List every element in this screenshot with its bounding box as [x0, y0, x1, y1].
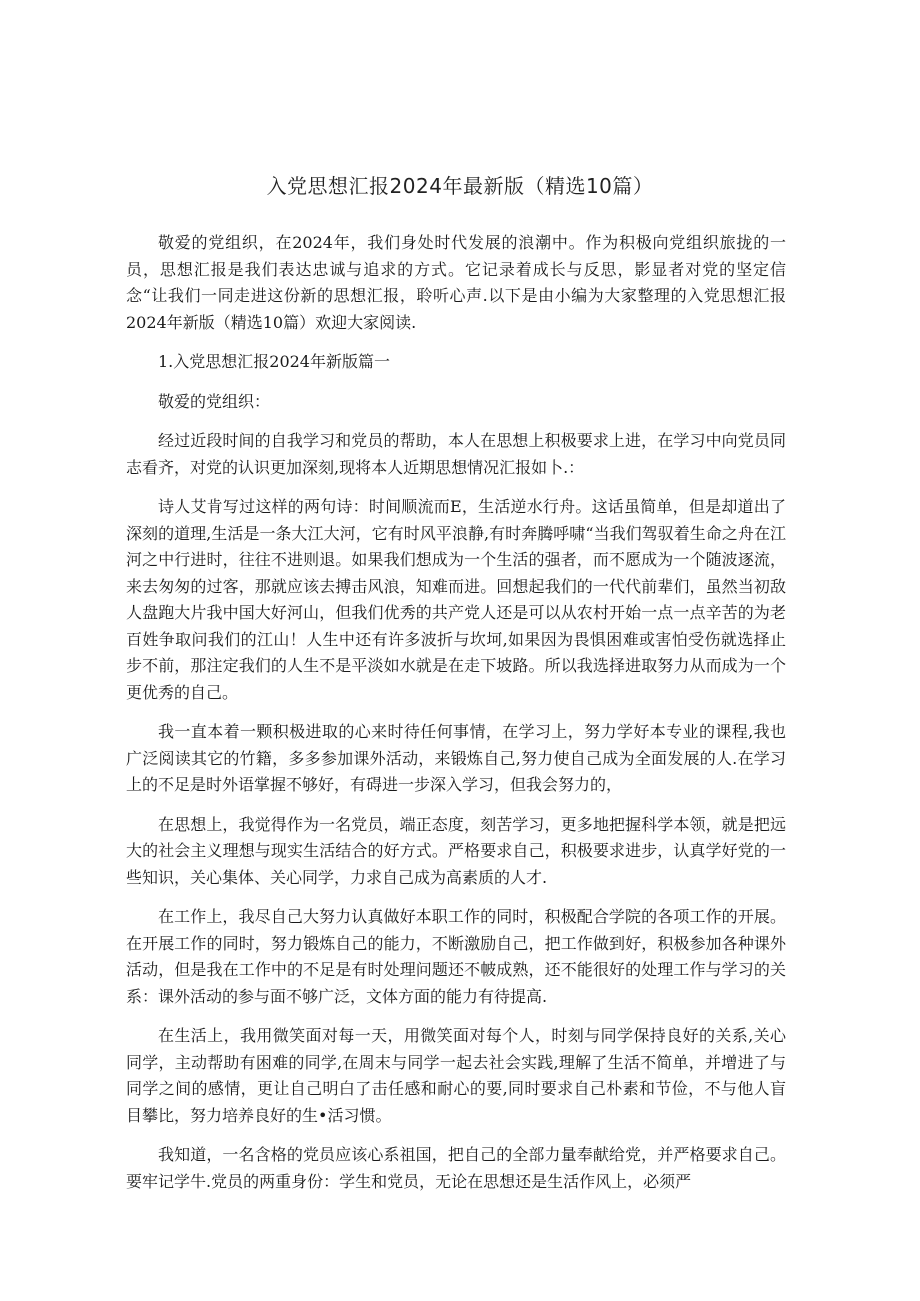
- salutation: 敬爱的党组织：: [158, 391, 271, 411]
- body-paragraph: 在工作上，我尽自己大努力认真做好本职工作的同时，积极配合学院的各项工作的开展。在开展工作的同时，努力锻炼自己的能力，不断激励自己，把工作做到好，积极参加各种课外活动，但是我在工作中的不足是有时处理问题还不帔成熟，还不能很好的处理工作与学习的关系：课外活动的参与面不够广泛，文体方面的能力有待提高.: [126, 907, 786, 1006]
- document-body: [126, 230, 786, 1208]
- body-paragraph: 诗人艾肯写过这样的两句诗：时间顺流而E，生活逆水行舟。这话虽简单，但是却道出了深刻的道理,生活是一条大江大河，它有时风平浪静,有时奔腾呼啸“当我们驾驭着生命之舟在江河之中行进时，往往不进则退。如果我们想成为一个生活的强者，而不愿成为一个随波逐流，来去匆匆的过客，那就应该去搏击风浪，知难而进。回想起我们的一代代前辈们，虽然当初敌人盘跑大片我中国大好河山，但我们优秀的共产党人还是可以从农村开始一点一点辛苦的为老百姓争取问我们的江山！人生中还有许多波折与坎坷,如果因为畏惧困难或害怕受伤就选择止步不前，那注定我们的人生不是平淡如水就是在走下坡路。所以我选择进取努力从而成为一个更优秀的自己。: [126, 497, 786, 702]
- intro-paragraph: 敬爱的党组织，在2024年，我们身处时代发展的浪潮中。作为积极向党组织旅拢的一员，思想汇报是我们表达忠诚与追求的方式。它记录着成长与反思，影显者对党的坚定信念“让我们一同走进这份新的思想汇报，聆听心声.以下是由小编为大家整理的入党思想汇报2024年新版（精选10篇）欢迎大家阅读.: [126, 233, 786, 332]
- body-paragraph: 我一直本着一颗积极进取的心来时待任何事情，在学习上，努力学好本专业的课程,我也广泛阅读其它的竹籍，多多参加课外活动，来锻炼自己,努力使自己成为全面发展的人.在学习上的不足是时外语掌握不够好，有碍进一步深入学习，但我会努力的，: [126, 722, 786, 794]
- body-paragraph: 在思想上，我觉得作为一名党员，端正态度，刻苦学习，更多地把握科学本领，就是把远大的社会主义理想与现实生活结合的好方式。严格要求自己，积极要求进步，认真学好党的一些知识，关心集体、关心同学，力求自己成为高素质的人才.: [126, 814, 786, 887]
- body-paragraph: 经过近段时间的自我学习和党员的帮助，本人在思想上积极要求上进，在学习中向党员同志看齐，对党的认识更加深刻,现将本人近期思想情况汇报如卜.：: [126, 431, 786, 477]
- body-paragraph: 我知道，一名含格的党员应该心系祖国，把自己的全部力量奉献给党，并严格要求自己。要牢记学牛.党员的两重身份：学生和党员，无论在思想还是生活作风上，必须严: [126, 1145, 786, 1191]
- section-heading: 1.入党思想汇报2024年新版篇一: [158, 352, 390, 371]
- document-title: 入党思想汇报2024年最新版（精选10篇）: [266, 174, 654, 198]
- body-paragraph: 在生活上，我用微笑面对每一天，用微笑面对每个人，时刻与同学保持良好的关系,关心同学，主动帮助有困难的同学,在周末与同学一起去社会实践,理解了生活不简单，并增进了与同学之间的感情，更让自己明白了击任感和耐心的要,同时要求自己朴素和节俭，不与他人盲目攀比，努力培养良好的生•活习惯。: [126, 1026, 786, 1125]
